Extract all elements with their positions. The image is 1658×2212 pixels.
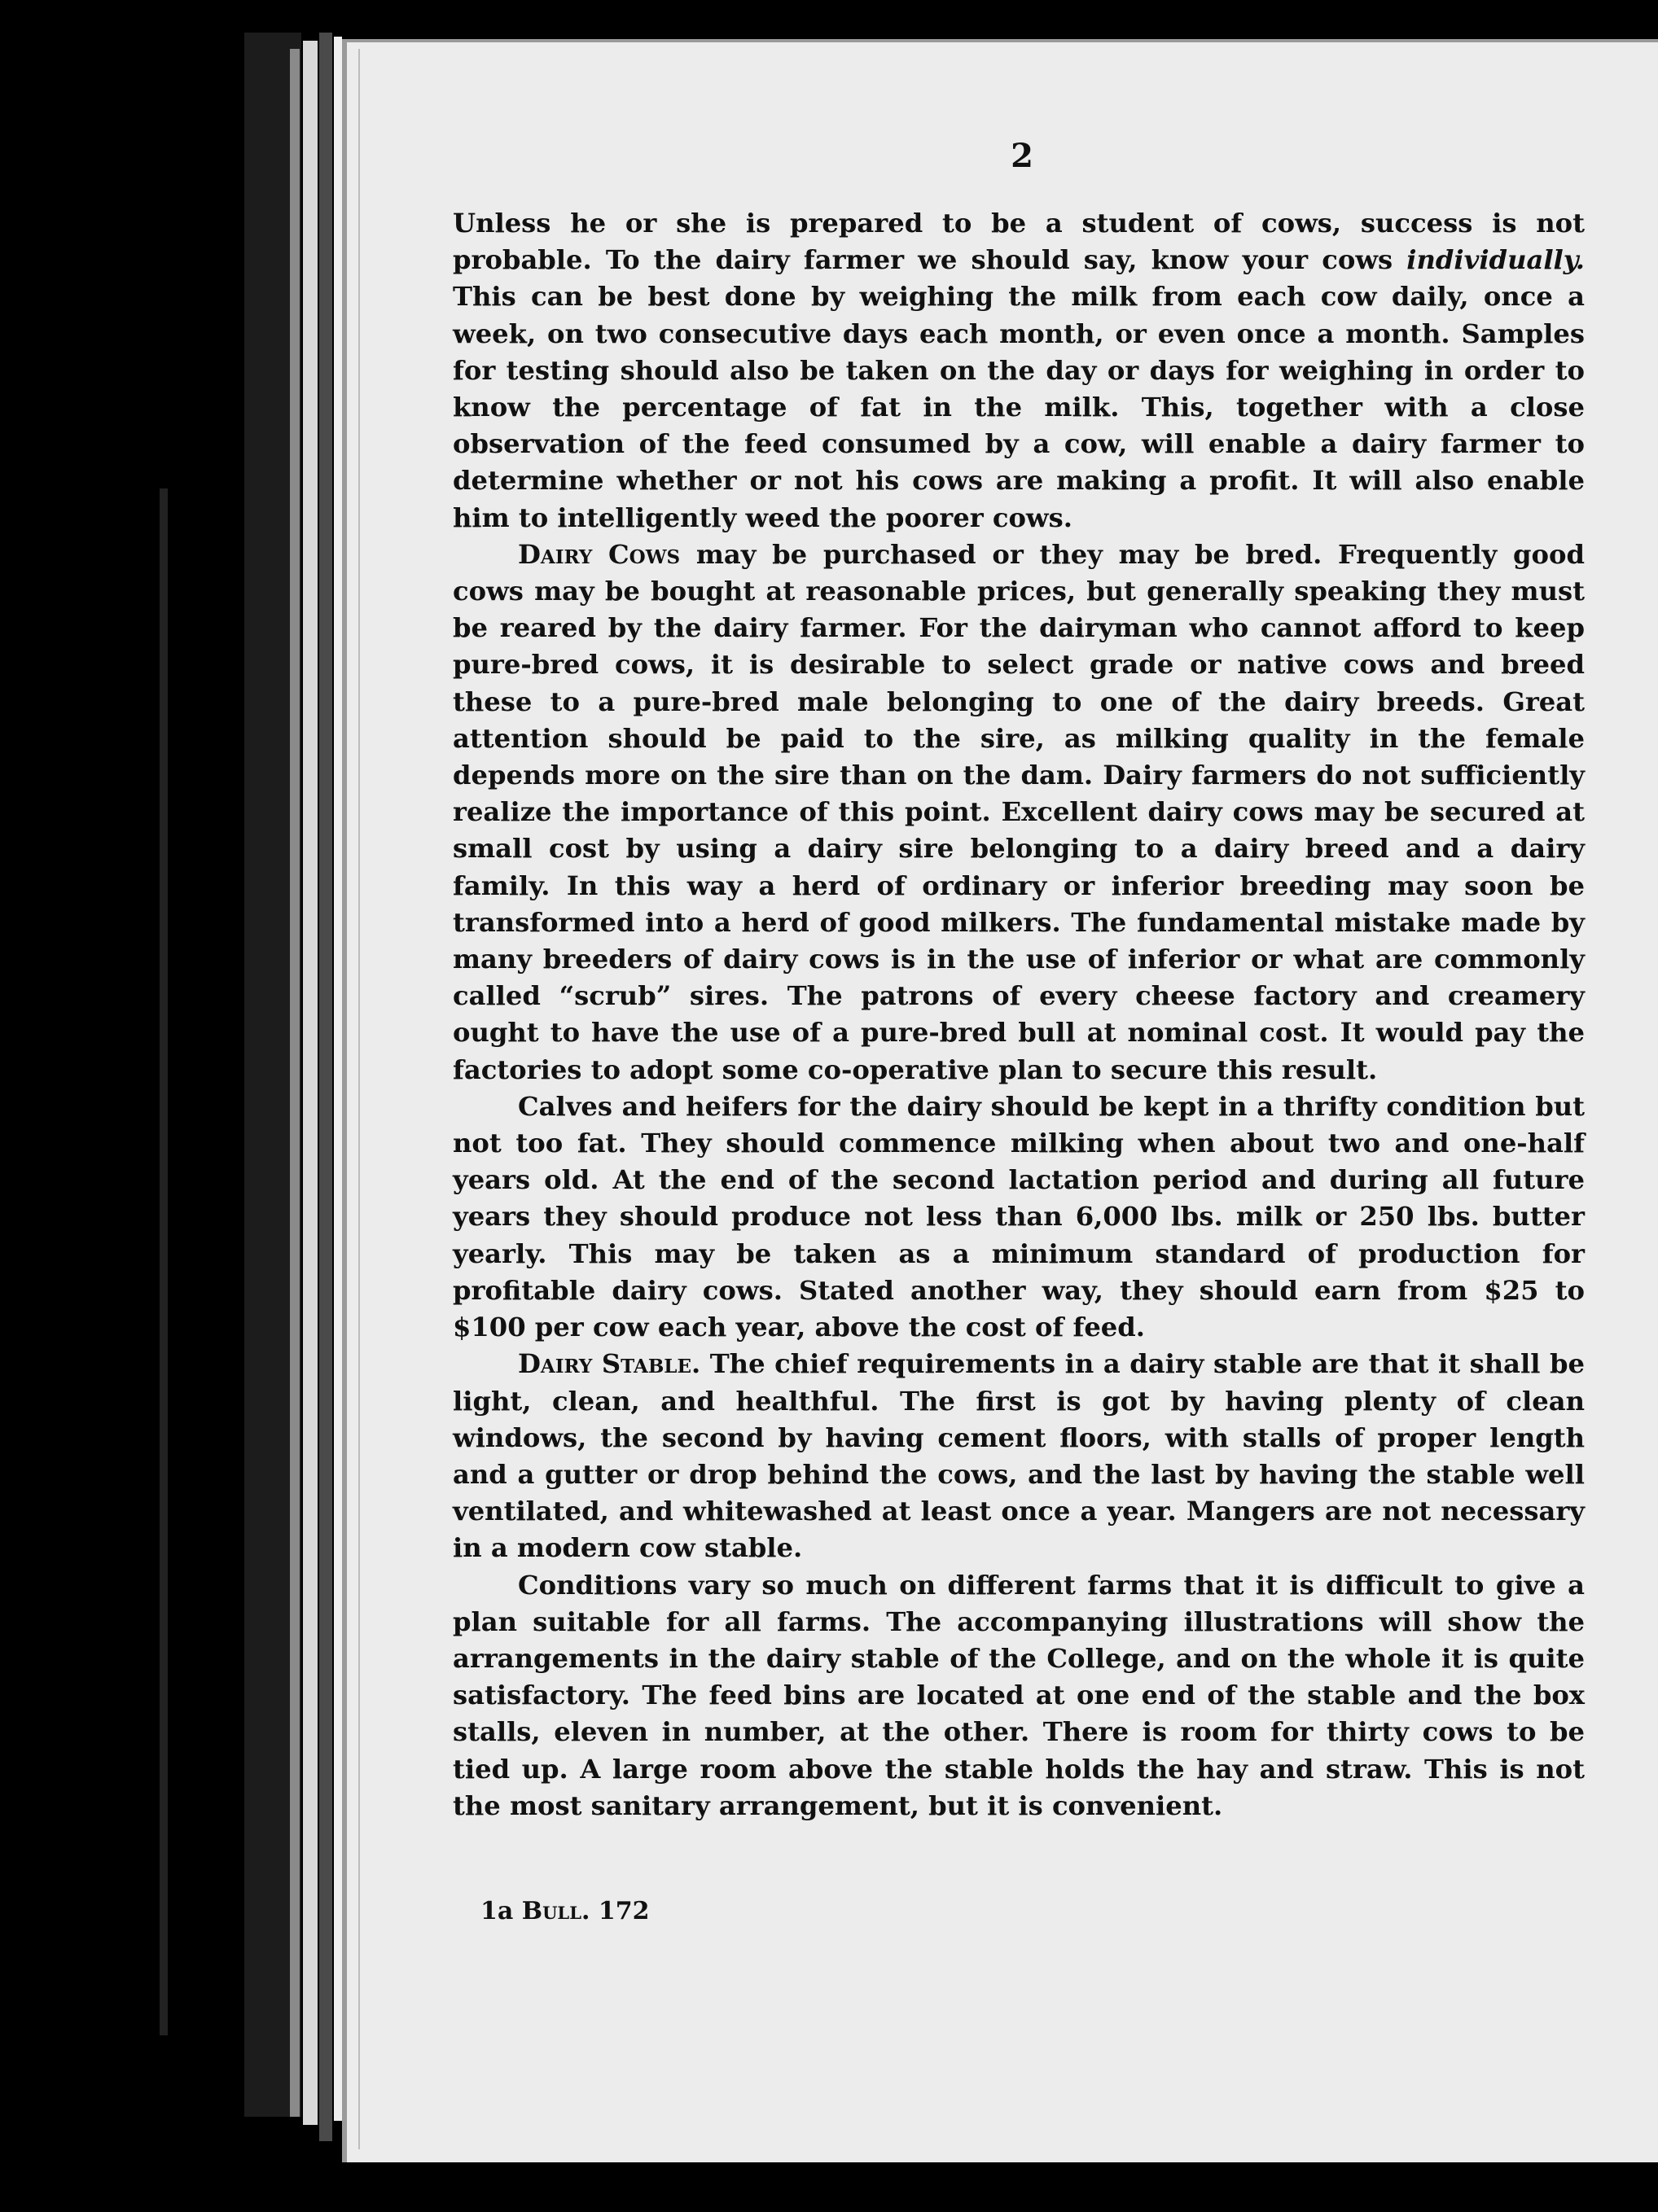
signature-prefix: 1a	[480, 1897, 522, 1925]
paragraph	[453, 1088, 1585, 1346]
page-stack-edge	[334, 37, 342, 2121]
signature-label: Bull.	[521, 1897, 590, 1925]
page-number: 2	[1011, 137, 1033, 175]
paragraph	[453, 537, 1585, 1088]
signature-mark	[480, 1897, 650, 1925]
book-edge-shadow	[160, 488, 168, 2035]
paragraph-text: Unless he or she is prepared to be a student of cows, success is not probable. To the dairy farmer we should say, know your cows	[453, 208, 1585, 276]
paragraph	[453, 1346, 1585, 1566]
page-body	[453, 205, 1585, 1824]
signature-number: 172	[590, 1897, 650, 1925]
paragraph-text: This can be best done by weighing the milk from each cow daily, once a week, on two consecutive days each month, or even once a month. Samples for testing should also be taken on the day or days for weighing in order to know the percentage of fat in the milk. This, together with a close observation of the feed consumed by a cow, will enable a dairy farmer to determine whether or not his cows are making a profit. It will also enable him to intelligently weed the poorer cows.	[453, 281, 1585, 533]
paragraph-text: The chief requirements in a dairy stable are that it shall be light, clean, and healthful. The first is got by having plenty of clean windows, the second by having cement floors, with stalls of proper length and a gutter or drop behind the cows, and the last by having the stable well ventilated, and whitewashed at least once a year. Mangers are not necessary in a modern cow stable.	[453, 1348, 1585, 1564]
emphasized-text: individually.	[1406, 244, 1585, 276]
paragraph-text: may be purchased or they may be bred. Frequently good cows may be bought at reasonable prices, but generally speaking they must be reared by the dairy farmer. For the dairyman who cannot afford to keep pure-bred cows, it is desirable to select grade or native cows and breed these to a pure-bred male belonging to one of the dairy breeds. Great attention should be paid to the sire, as milking quality in the female depends more on the sire than on the dam. Dairy farmers do not sufficiently realize the importance of this point. Excellent dairy cows may be secured at small cost by using a dairy sire belonging to a dairy breed and a dairy family. In this way a herd of ordinary or inferior breeding may soon be transformed into a herd of good milkers. The fundamental mistake made by many breeders of dairy cows is in the use of inferior or what are commonly called “scrub” sires. The patrons of every cheese factory and creamery ought to have the use of a pure-bred bull at nominal cost. It would pay the factories to adopt some co-operative plan to secure this result.	[453, 538, 1585, 1085]
page-fold-line	[358, 49, 360, 2149]
page-stack-edge	[290, 49, 300, 2117]
paragraph-heading: Dairy Cows	[518, 538, 681, 570]
paragraph	[453, 205, 1585, 537]
page-stack-edge	[319, 33, 332, 2141]
page-stack-edge	[303, 41, 318, 2125]
paragraph-heading: Dairy Stable.	[518, 1348, 701, 1380]
paragraph-text: Calves and heifers for the dairy should be kept in a thrifty condition but not too fat. They should commence milking when about two and one-half years old. At the end of the second lactation period and during all future years they should produce not less than 6,000 lbs. milk or 250 lbs. butter yearly. This may be taken as a minimum standard of production for profitable dairy cows. Stated another way, they should earn from $25 to $100 per cow each year, above the cost of feed.	[453, 1090, 1585, 1343]
paragraph	[453, 1567, 1585, 1824]
paragraph-text: Conditions vary so much on different farms that it is difficult to give a plan suitable for all farms. The accompanying illustrations will show the arrangements in the dairy stable of the College, and on the whole it is quite satisfactory. The feed bins are located at one end of the stable and the box stalls, eleven in number, at the other. There is room for thirty cows to be tied up. A large room above the stable holds the hay and straw. This is not the most sanitary arrangement, but it is convenient.	[453, 1569, 1585, 1821]
